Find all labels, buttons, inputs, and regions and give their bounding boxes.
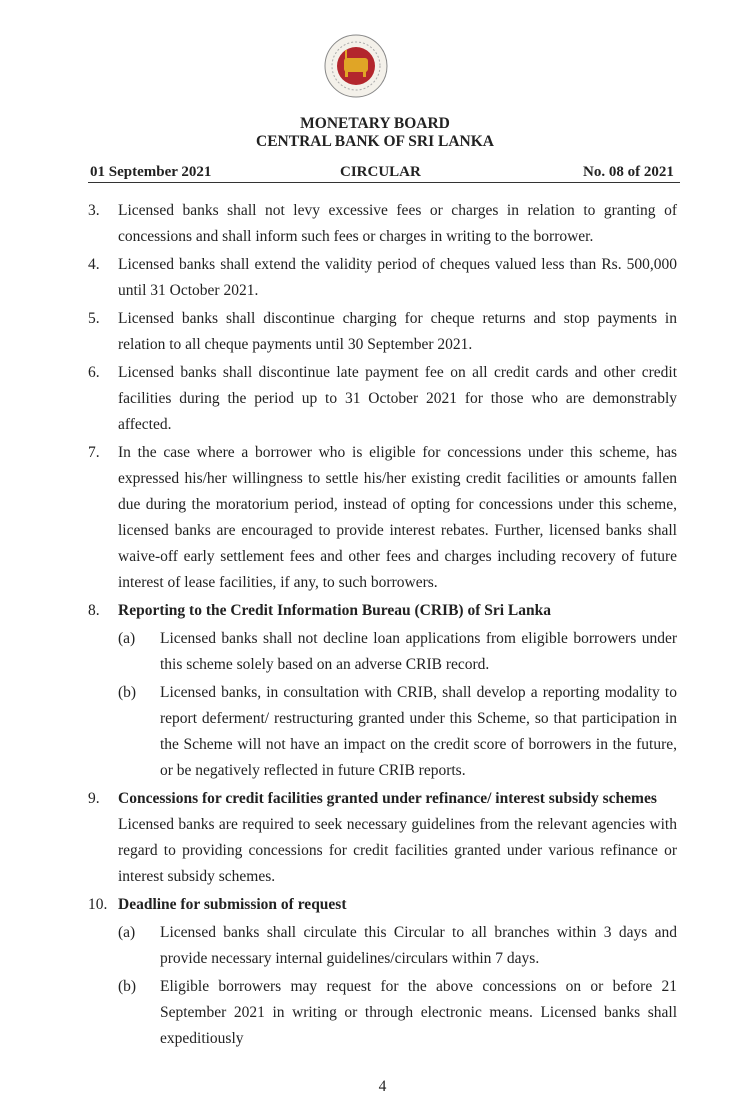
org-title: MONETARY BOARD [300,115,450,132]
list-item [88,360,677,438]
item-number: 6. [88,364,100,381]
sub-item [118,920,677,972]
list-item [88,252,677,304]
item-number: 4. [88,256,100,273]
central-bank-seal-logo [323,30,389,106]
item-text: Licensed banks shall discontinue late payment fee on all credit cards and other credit facilities during the period up to 31 October 2021 for those who are demonstrably affected. [118,364,677,433]
subitem-text: Licensed banks, in consultation with CRIB, shall develop a reporting modality to report deferment/ restructuring granted under this Scheme, so that participation in the Scheme will not have an impact on the credit score of borrowers in the future, or be negatively reflected in future CRIB reports. [160,684,677,779]
section-heading: Deadline for submission of request [118,896,347,913]
section-heading: Concessions for credit facilities granted under refinance/ interest subsidy schemes [118,790,657,807]
page-number: 4 [378,1078,387,1095]
item-number: 9. [88,790,100,807]
sub-item [118,680,677,784]
document-body [88,198,677,1100]
header-divider [88,182,680,183]
item-number: 7. [88,444,100,461]
list-item [88,786,677,812]
section-heading: Reporting to the Credit Information Bureau (CRIB) of Sri Lanka [118,602,552,619]
item-text: Licensed banks shall discontinue charging for cheque returns and stop payments in relation to all cheque payments until 30 September 2021. [118,310,677,353]
item-number: 5. [88,310,100,327]
circular-number: No. 08 of 2021 [583,164,674,180]
subitem-text: Eligible borrowers may request for the above concessions on or before 21 September 2021 in writing or through electronic means. Licensed banks shall expeditiously [160,978,677,1047]
subitem-label: (a) [118,630,136,647]
list-item [88,598,677,624]
subitem-text: Licensed banks shall not decline loan applications from eligible borrowers under this scheme solely based on an adverse CRIB record. [160,630,677,673]
subitem-text: Licensed banks shall circulate this Circular to all branches within 3 days and provide necessary internal guidelines/circulars within 7 days. [160,924,677,967]
org-subtitle: CENTRAL BANK OF SRI LANKA [256,133,494,150]
subitem-label: (a) [118,924,136,941]
item-text: Licensed banks shall not levy excessive fees or charges in relation to granting of concessions and shall inform such fees or charges in writing to the borrower. [118,202,677,245]
item-number: 3. [88,202,100,219]
item-text: Licensed banks are required to seek necessary guidelines from the relevant agencies with regard to providing concessions for credit facilities granted under various refinance or interest subsidy schemes. [118,816,677,885]
item-number: 10. [88,896,108,913]
subitem-label: (b) [118,684,137,701]
subitem-label: (b) [118,978,137,995]
circular-type: CIRCULAR [340,164,421,180]
list-item [88,198,677,250]
sub-item [118,974,677,1052]
list-item [88,306,677,358]
item-text: Licensed banks shall extend the validity period of cheques valued less than Rs. 500,000 until 31 October 2021. [118,256,677,299]
list-item [88,892,677,918]
circular-date: 01 September 2021 [90,164,212,180]
item-text: In the case where a borrower who is eligible for concessions under this scheme, has expressed his/her willingness to settle his/her existing credit facilities or amounts fallen due during the moratorium period, instead of opting for concessions under this scheme, licensed banks are encouraged to provide interest rebates. Further, licensed banks shall waive-off early settlement fees and other fees and charges including recovery of future interest of lease facilities, if any, to such borrowers. [118,444,677,591]
item-number: 8. [88,602,100,619]
list-item [88,440,677,596]
sub-item [118,626,677,678]
